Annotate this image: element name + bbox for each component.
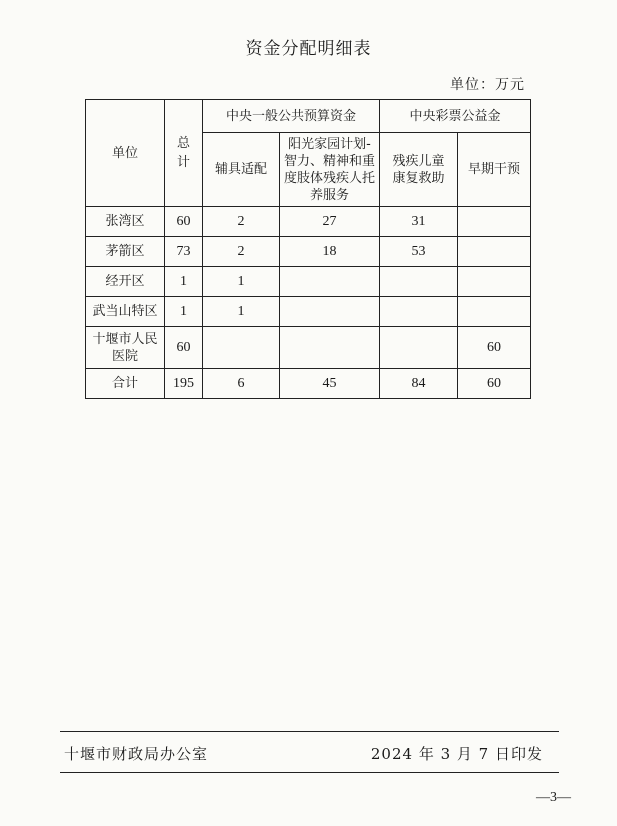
header-unit: 单位 [86,100,165,207]
row-total: 1 [165,297,203,327]
header-early-intervention: 早期干预 [458,133,531,207]
row-unit: 张湾区 [86,207,165,237]
row-aids: 2 [203,207,280,237]
row-unit: 茅箭区 [86,237,165,267]
row-early [458,267,531,297]
row-rehab [380,297,458,327]
row-sunshine [280,267,380,297]
table-row [86,207,531,237]
row-total: 60 [165,327,203,369]
row-total: 60 [165,207,203,237]
allocation-table [85,99,531,399]
row-sunshine: 27 [280,207,380,237]
row-aids: 1 [203,267,280,297]
header-total: 总 计 [165,100,203,207]
row-total: 73 [165,237,203,267]
row-early [458,207,531,237]
document-title: 资金分配明细表 [245,39,372,59]
table-row-total [86,369,531,399]
row-rehab: 31 [380,207,458,237]
header-group-general-budget: 中央一般公共预算资金 [203,100,380,133]
row-unit: 合计 [86,369,165,399]
row-aids [203,327,280,369]
row-rehab: 84 [380,369,458,399]
row-sunshine: 18 [280,237,380,267]
table-row [86,297,531,327]
row-early [458,297,531,327]
header-group-lottery: 中央彩票公益金 [380,100,531,133]
row-rehab: 53 [380,237,458,267]
row-unit: 经开区 [86,267,165,297]
row-aids: 1 [203,297,280,327]
row-sunshine: 45 [280,369,380,399]
row-sunshine [280,327,380,369]
header-child-rehab: 残疾儿童康复救助 [380,133,458,207]
header-assistive-devices: 辅具适配 [203,133,280,207]
row-total: 1 [165,267,203,297]
issue-date: 2024 年 3 月 7 日印发 [370,745,543,763]
table-row [86,237,531,267]
page-number: —3— [536,790,571,805]
table-row [86,327,531,369]
row-rehab [380,267,458,297]
header-sunshine-home: 阳光家园计划-智力、精神和重度肢体残疾人托养服务 [280,133,380,207]
footer-divider-top [60,731,559,732]
row-rehab [380,327,458,369]
row-aids: 6 [203,369,280,399]
issuing-office: 十堰市财政局办公室 [64,745,209,763]
row-aids: 2 [203,237,280,267]
row-sunshine [280,297,380,327]
row-total: 195 [165,369,203,399]
table-row [86,267,531,297]
row-unit: 十堰市人民医院 [86,327,165,369]
row-early: 60 [458,369,531,399]
footer-divider-bottom [60,772,559,773]
unit-label: 单位：万元 [450,77,525,93]
row-early [458,237,531,267]
row-early: 60 [458,327,531,369]
row-unit: 武当山特区 [86,297,165,327]
